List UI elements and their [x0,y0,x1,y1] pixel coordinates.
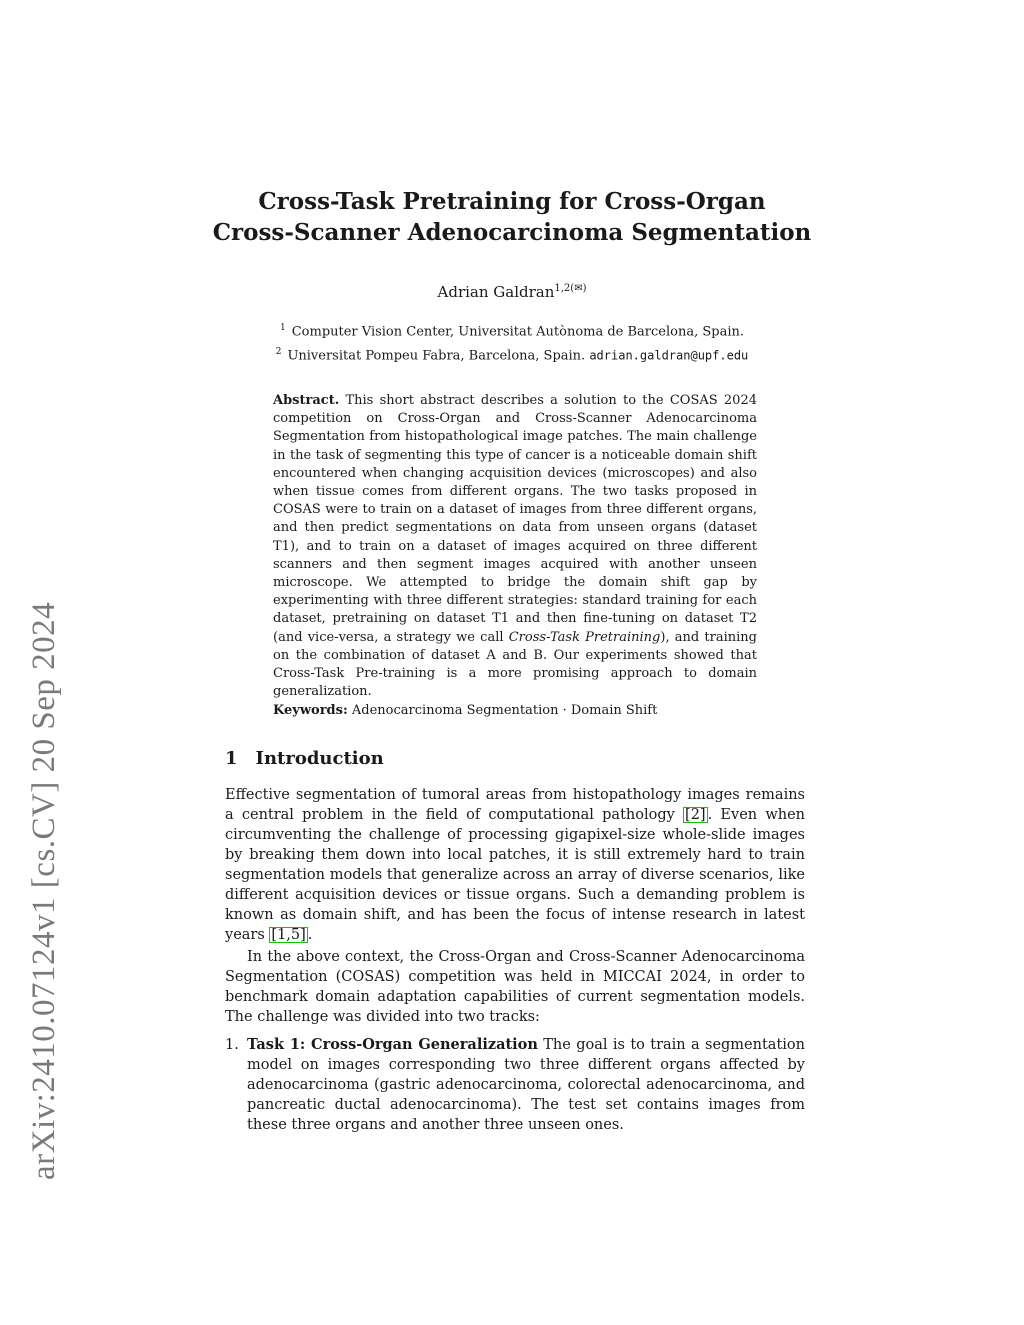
paragraph-text: Effective segmentation of tumoral areas from histopathology images remains a central problem in the field of computational pathology [225,787,805,823]
task-label: Task 1: Cross-Organ Generalization [247,1036,538,1053]
title-line-2: Cross-Scanner Adenocarcinoma Segmentation [212,219,812,246]
author-line [212,283,812,301]
arxiv-identifier: arXiv:2410.07124v1 [cs.CV] 20 Sep 2024 [26,601,62,1180]
list-marker: 1. [225,1037,239,1053]
paper-title [212,186,812,248]
affiliation-text: Computer Vision Center, Universitat Autònoma de Barcelona, Spain. [291,324,745,340]
section-number: 1 [225,748,238,769]
affiliation-1 [212,318,812,342]
task-text: The goal is to train a segmentation model on images corresponding two three different organs affected by adenocarcinoma (gastric adenocarcinoma, colorectal adenocarcinoma, and pancreatic ductal adenocarcinoma). The test set contains images from these three organs and another three unseen ones. [247,1037,805,1133]
keywords-text: Adenocarcinoma Segmentation · Domain Shift [351,703,658,718]
author-email[interactable]: adrian.galdran@upf.edu [589,348,749,363]
abstract-text: This short abstract describes a solution to the COSAS 2024 competition on Cross-Organ and Cross-Scanner Adenocarcinoma Segmentation from histopathological image patches. The main challenge in the task of segmenting this type of cancer is a noticeable domain shift encountered when changing acquisition devices (microscopes) and also when tissue comes from different organs. The two tasks proposed in COSAS were to train on a dataset of images from three different organs, and then predict segmentations on data from unseen organs (dataset T1), and to train on a dataset of images acquired on three different scanners and then segment images acquired with another unseen microscope. We attempted to bridge the domain shift gap by experimenting with three different strategies: standard training for each dataset, pretraining on dataset T1 and then fine-tuning on dataset T2 (and vice-versa, a strategy we call [273,393,757,645]
paragraph-text: . [307,927,313,943]
citation-link[interactable]: [2] [685,807,706,823]
citation-link[interactable]: [1,5] [271,927,306,943]
abstract-label: Abstract. [273,393,340,408]
abstract-text-end: ), and training on the combination of dataset A and B. Our experiments showed that Cross-Task Pre-training is a more promising approach to domain generalization. [273,629,757,700]
keywords [273,703,757,718]
author-affil-marks: 1,2(✉) [554,283,587,294]
section-title: Introduction [255,748,384,769]
affiliation-2 [212,342,812,366]
affiliation-mark: 1 [279,323,286,333]
abstract [273,392,757,701]
keywords-label: Keywords: [273,703,348,718]
paragraph-1 [225,785,805,945]
section-heading [225,748,384,769]
task-list [225,1035,805,1135]
paragraph-text: . Even when circumventing the challenge of processing gigapixel-size whole-slide images by breaking them down into local patches, it is still extremely hard to train segmentation models that generalize across an array of diverse scenarios, like different acquisition devices or tissue organs. Such a demanding problem is known as domain shift, and has been the focus of intense research in latest years [225,807,806,943]
affiliations [212,318,812,367]
abstract-italic-term: Cross-Task Pretraining [508,629,661,645]
author-name: Adrian Galdran [437,283,555,301]
affiliation-text: Universitat Pompeu Fabra, Barcelona, Spain. [287,348,586,364]
intro-body [225,785,805,1135]
list-item [225,1035,805,1135]
affiliation-mark: 2 [275,347,282,358]
title-line-1: Cross-Task Pretraining for Cross-Organ [258,188,766,215]
paragraph-2: In the above context, the Cross-Organ and Cross-Scanner Adenocarcinoma Segmentation (COSAS) competition was held in MICCAI 2024, in order to benchmark domain adaptation capabilities of current segmentation models. The challenge was divided into two tracks: [225,949,805,1025]
